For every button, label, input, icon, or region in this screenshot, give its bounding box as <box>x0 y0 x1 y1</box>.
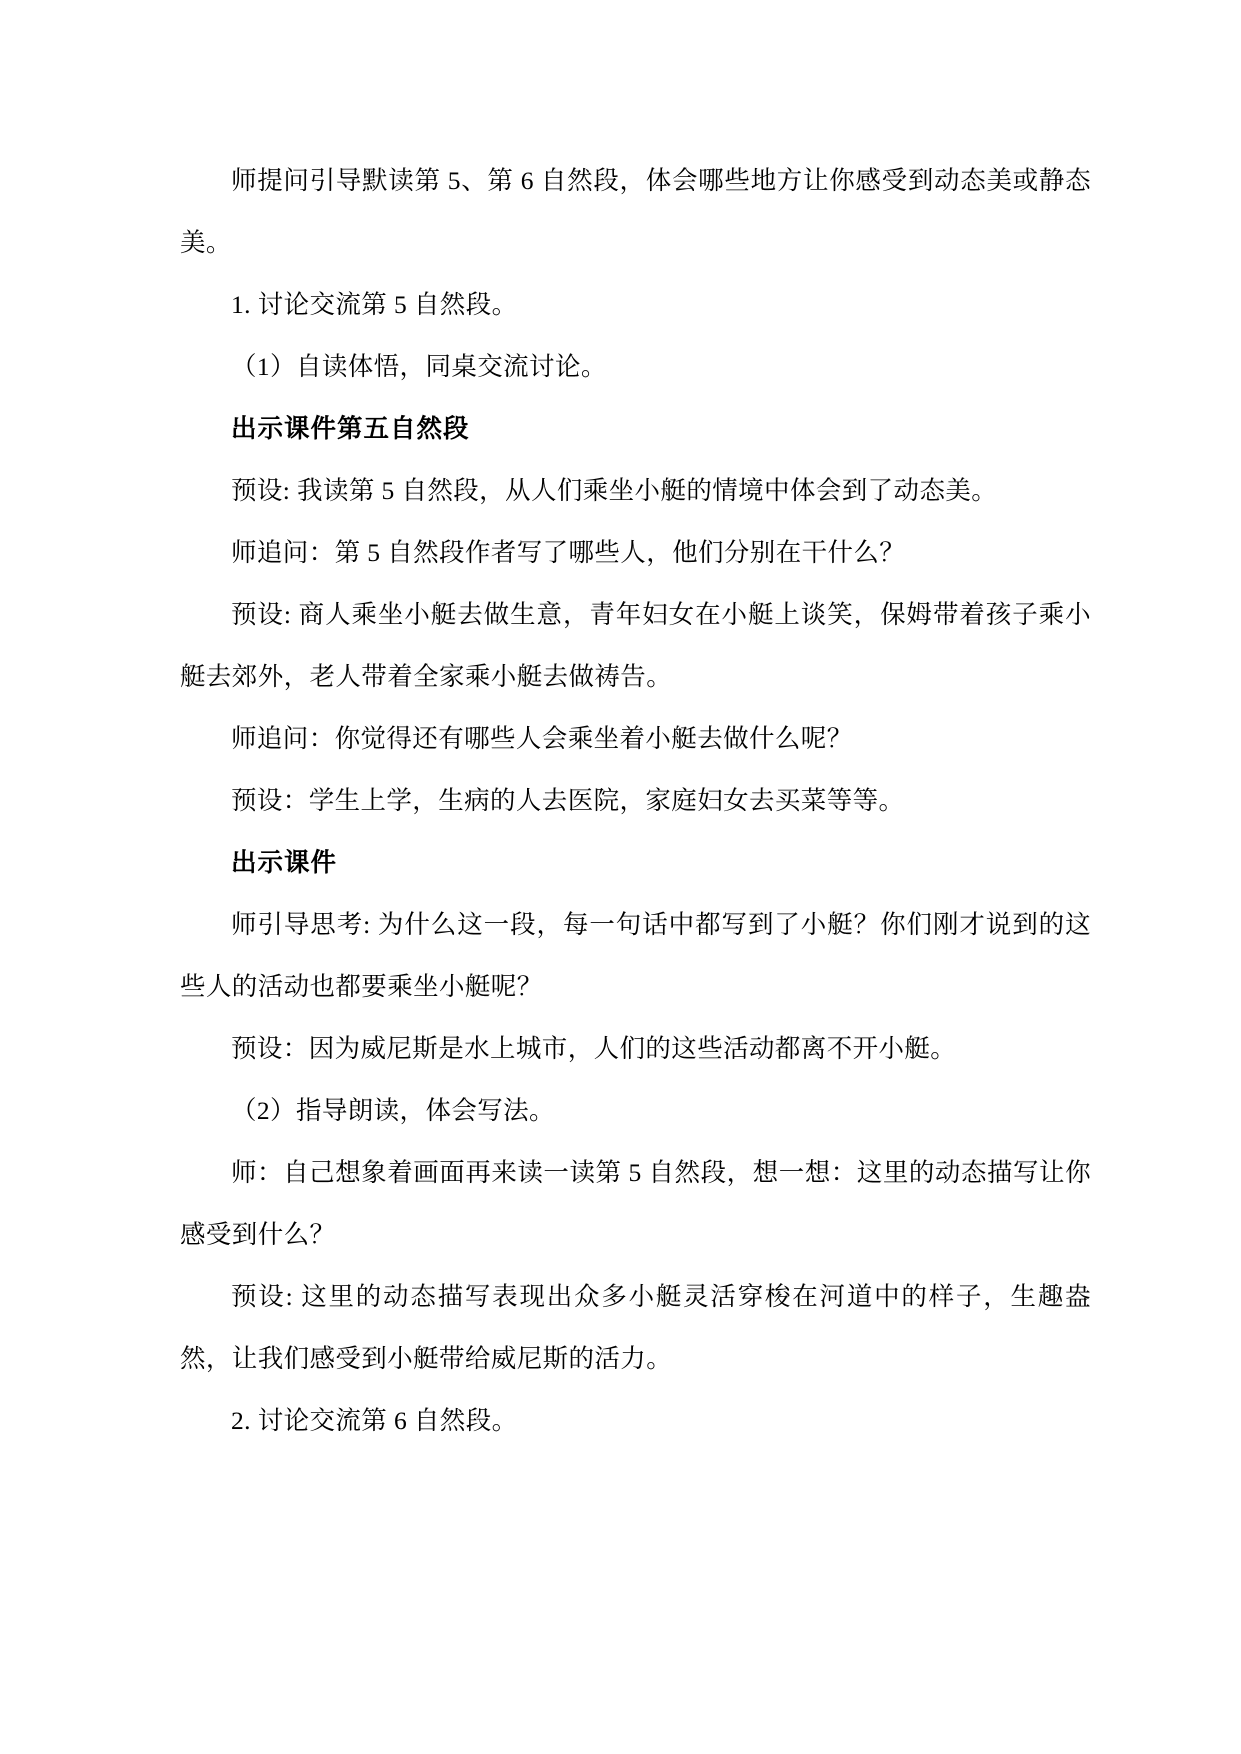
paragraph: 2. 讨论交流第 6 自然段。 <box>231 1406 518 1435</box>
document-body <box>180 150 1091 1452</box>
paragraph: 预设: 商人乘坐小艇去做生意，青年妇女在小艇上谈笑，保姆带着孩子乘小艇去郊外，老人带着全家乘小艇去做祷告。 <box>180 600 1091 691</box>
paragraph: 师追问：你觉得还有哪些人会乘坐着小艇去做什么呢？ <box>231 724 853 753</box>
paragraph: 师追问：第 5 自然段作者写了哪些人，他们分别在干什么？ <box>231 538 906 567</box>
paragraph: 1. 讨论交流第 5 自然段。 <box>231 290 518 319</box>
paragraph: 师引导思考: 为什么这一段，每一句话中都写到了小艇？你们刚才说到的这些人的活动也都要乘坐小艇呢？ <box>180 910 1091 1001</box>
paragraph: （1）自读体悟，同桌交流讨论。 <box>231 352 607 381</box>
paragraph-heading: 出示课件 <box>231 848 338 877</box>
paragraph: 预设: 我读第 5 自然段，从人们乘坐小艇的情境中体会到了动态美。 <box>231 476 998 505</box>
paragraph: 预设：因为威尼斯是水上城市，人们的这些活动都离不开小艇。 <box>231 1034 957 1063</box>
paragraph-heading: 出示课件第五自然段 <box>231 414 470 443</box>
paragraph: 师提问引导默读第 5、第 6 自然段，体会哪些地方让你感受到动态美或静态美。 <box>180 166 1091 257</box>
paragraph: （2）指导朗读，体会写法。 <box>231 1096 555 1125</box>
paragraph: 预设: 这里的动态描写表现出众多小艇灵活穿梭在河道中的样子，生趣盎然，让我们感受到小艇带给威尼斯的活力。 <box>180 1282 1091 1373</box>
paragraph: 师：自己想象着画面再来读一读第 5 自然段，想一想：这里的动态描写让你感受到什么？ <box>180 1158 1091 1249</box>
paragraph: 预设：学生上学，生病的人去医院，家庭妇女去买菜等等。 <box>231 786 905 815</box>
